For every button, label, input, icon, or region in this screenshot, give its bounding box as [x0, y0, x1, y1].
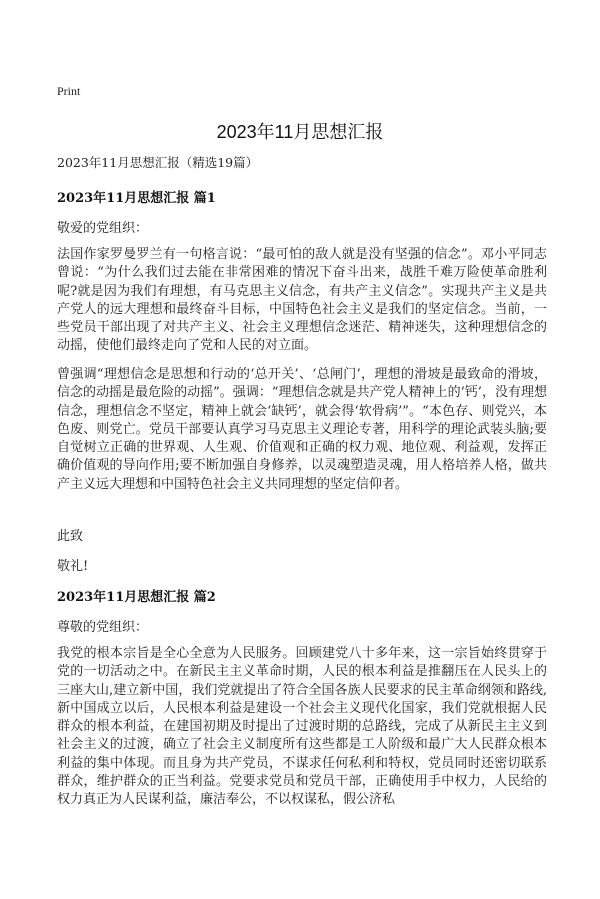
closing-jing-li: 敬礼! [57, 559, 89, 574]
closing-ci-zhi: 此致 [57, 529, 84, 544]
print-link[interactable]: Print [57, 84, 81, 98]
salutation-1: 敬爱的党组织： [57, 221, 149, 236]
paragraph-1-2: 曾强调“理想信念是思想和行动的‘总开关’、‘总闸门’，理想的滑坡是最致命的滑坡，信念的动摇是最危险的动摇”。强调：“理想信念就是共产党人精神上的‘钙’，没有理想信念，理想信念不坚定，精神上就会‘缺钙’，就会得‘软骨病’”。“本色存、则党兴，本色废、则党亡。党员干部要认真学习马克思主义理论专著，用科学的理论武装头脑;要自觉树立正确的世界观、人生观、价值观和正确的权力观、地位观、利益观，发挥正确价值观的导向作用;要不断加强自身修养，以灵魂塑造灵魂，用人格培养人格，做共产主义远大理想和中国特色社会主义共同理想的坚定信仰者。 [57, 367, 547, 492]
document-title: 2023年11月思想汇报 [216, 122, 384, 142]
section-heading-2: 2023年11月思想汇报 篇2 [57, 590, 216, 605]
paragraph-2-1: 我党的根本宗旨是全心全意为人民服务。回顾建党八十多年来，这一宗旨始终贯穿于党的一切活动之中。在新民主主义革命时期，人民的根本利益是推翻压在人民头上的三座大山,建立新中国，我们党就提出了符合全国各族人民要求的民主革命纲领和路线,新中国成立以后，人民根本利益是建设一个社会主义现代化国家，我们党就根据人民群众的根本利益，在建国初期及时提出了过渡时期的总路线，完成了从新民主主义到社会主义的过渡，确立了社会主义制度所有这些都是工人阶级和最广大人民群众根本利益的集中体现。而且身为共产党员，不谋求任何私利和特权，党员同时还密切联系群众，维护群众的正当利益。党要求党员和党员干部，正确使用手中权力，人民给的权力真正为人民谋利益，廉洁奉公，不以权谋私，假公济私 [57, 646, 547, 808]
document-subtitle: 2023年11月思想汇报（精选19篇） [57, 155, 259, 170]
paragraph-1-1: 法国作家罗曼罗兰有一句格言说：“最可怕的敌人就是没有坚强的信念”。邓小平同志曾说：“为什么我们过去能在非常困难的情况下奋斗出来，战胜千难万险使革命胜利呢?就是因为我们有理想，有马克思主义信念，有共产主义信念”。实现共产主义是共产党人的远大理想和最终奋斗目标，中国特色社会主义是我们的坚定信念。当前，一些党员干部出现了对共产主义、社会主义理想信念迷茫、精神迷失，这种理想信念的动摇，使他们最终走向了党和人民的对立面。 [57, 247, 547, 354]
salutation-2: 尊敬的党组织： [57, 620, 149, 635]
section-heading-1: 2023年11月思想汇报 篇1 [57, 191, 216, 206]
